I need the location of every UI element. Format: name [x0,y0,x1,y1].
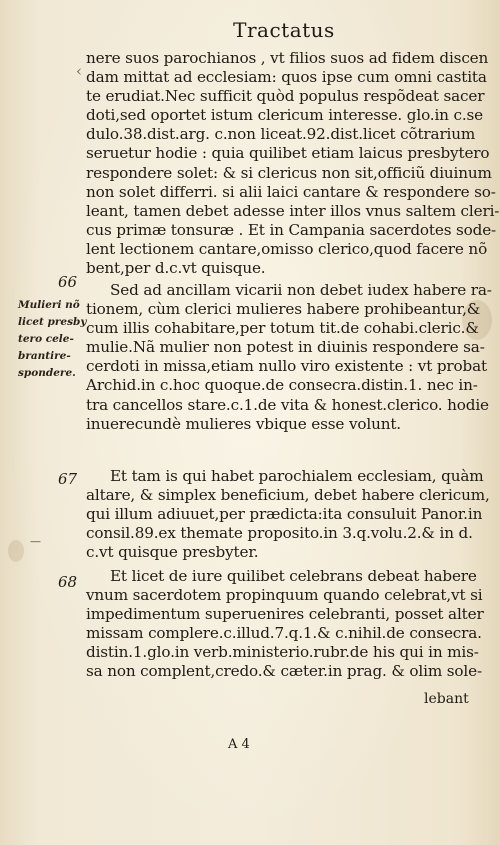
section-number: 68 [58,573,78,591]
catchword: lebant [424,691,469,707]
text-line: respondere solet: & si clericus non sit,officiũ diuinum [86,163,492,182]
text-line: cerdoti in missa,etiam nullo viro existente : vt probat [86,357,487,376]
running-title: Tractatus [233,18,335,42]
text-line: c.vt quisque presbyter. [86,543,259,562]
text-line: inuerecundè mulieres vbique esse volunt. [86,414,401,433]
section-number: 67 [58,470,78,488]
text-line: impedimentum superuenires celebranti, posset alter [86,605,484,624]
text-line: cum illis cohabitare,per totum tit.de cohabi.cleric.& [86,319,479,338]
section-66-body [86,281,492,434]
margin-note-line: tero cele- [18,333,74,345]
text-line: non solet differri. si alii laici cantare & respondere so- [86,182,496,201]
text-line: mulie.Nã mulier non potest in diuinis respondere sa- [86,338,485,357]
text-line: nere suos parochianos , vt filios suos ad fidem discen [86,49,489,67]
text-line: te erudiat.Nec sufficit quòd populus respõdeat sacer [86,87,485,106]
margin-bracket-mark: ‹ [76,62,82,80]
text-line: doti,sed oportet istum clericum interesse. glo.in c.se [86,106,484,125]
text-line: dulo.38.dist.arg. c.non liceat.92.dist.licet cõtrarium [86,125,476,144]
text-line: tra cancellos stare.c.1.de vita & honest.clerico. hodie [86,395,489,414]
text-line: Et licet de iure quilibet celebrans debeat habere [110,567,477,585]
text-line: sa non complent,credo.& cæter.in prag. & olim sole- [86,662,482,681]
text-line: seruetur hodie : quia quilibet etiam laicus presbytero [86,144,490,163]
text-line: distin.1.glo.in verb.ministerio.rubr.de his qui in mis- [86,643,479,662]
signature-mark: A 4 [228,737,250,752]
section-67-body [86,467,490,562]
paragraph-top [86,49,500,278]
text-line: tionem, cùm clerici mulieres habere prohibeantur,& [86,300,481,319]
text-line: Archid.in c.hoc quoque.de consecra.distin.1. nec in- [86,376,478,395]
margin-note [18,297,86,382]
section-number: 66 [58,273,78,291]
margin-note-line: licet presby [18,316,87,328]
text-line: leant, tamen debet adesse inter illos vnus saltem cleri- [86,201,500,220]
text-line: consil.89.ex themate proposito.in 3.q.volu.2.& in d. [86,524,473,543]
text-line: dam mittat ad ecclesiam: quos ipse cum omni castita [86,68,487,87]
margin-note-line: Mulieri nõ [18,299,80,311]
text-line: cus primæ tonsuræ . Et in Campania sacerdotes sode- [86,220,497,239]
text-line: lent lectionem cantare,omisso clerico,quod facere nõ [86,239,488,258]
text-line: qui illum adiuuet,per prædicta:ita consuluit Panor.in [86,505,483,524]
text-line: altare, & simplex beneficium, debet habere clericum, [86,486,490,505]
paper-stain [8,540,24,562]
section-68-body [86,567,484,682]
text-line: Sed ad ancillam vicarii non debet iudex habere ra- [110,281,492,299]
text-line: Et tam is qui habet parochialem ecclesiam, quàm [110,467,484,485]
text-line: missam complere.c.illud.7.q.1.& c.nihil.de consecra. [86,624,482,643]
margin-note-line: brantire- [18,350,71,362]
margin-note-line: spondere. [18,367,76,379]
text-line: bent,per d.c.vt quisque. [86,259,266,278]
margin-scribble: — [30,535,41,548]
text-line: vnum sacerdotem propinquum quando celebrat,vt si [86,586,483,605]
